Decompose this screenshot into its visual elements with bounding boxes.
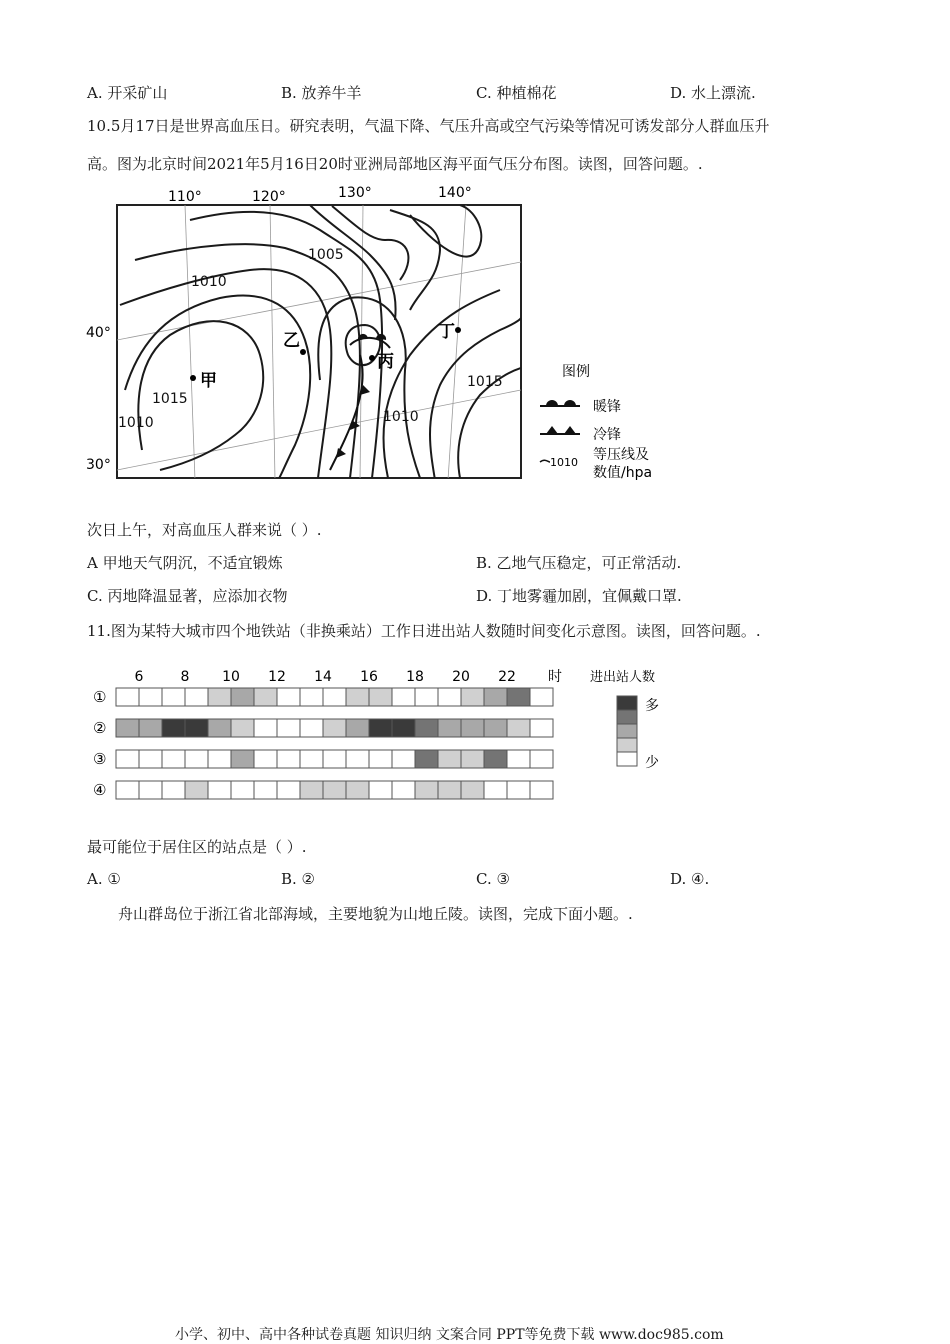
isobar-label-1010-left: 1010 — [118, 415, 154, 431]
q11-option-d: D. ④. — [670, 870, 710, 888]
legend-cold-front-label: 冷锋 — [593, 427, 621, 443]
q10-option-a: A 甲地天气阴沉，不适宜锻炼 — [87, 554, 283, 572]
place-bing: 丙 — [377, 352, 394, 372]
heatmap-cell — [415, 781, 438, 799]
heatmap-cell — [438, 781, 461, 799]
heatmap-cell — [461, 719, 484, 737]
lon-label-110: 110° — [168, 189, 202, 205]
point-ding-marker — [455, 327, 461, 333]
heatmap-cell — [162, 688, 185, 706]
q9-option-d: D. 水上漂流. — [670, 84, 756, 102]
heatmap-cell — [323, 719, 346, 737]
heatmap-cell — [507, 750, 530, 768]
isobar-label-1015-left: 1015 — [152, 391, 188, 407]
place-ding: 丁 — [438, 322, 455, 342]
legend-swatch — [617, 752, 637, 766]
heatmap-cell — [484, 719, 507, 737]
x-tick-label: 18 — [406, 669, 424, 685]
lon-label-130: 130° — [338, 185, 372, 201]
q11-stem: 11.图为某特大城市四个地铁站（非换乘站）工作日进出站人数随时间变化示意图。读图，回答问题。. — [87, 622, 761, 640]
heatmap-cell — [392, 750, 415, 768]
heatmap-cell — [208, 781, 231, 799]
heatmap-cell — [139, 750, 162, 768]
heatmap-cell — [231, 750, 254, 768]
row-label: ④ — [93, 781, 107, 799]
x-tick-label: 14 — [314, 669, 332, 685]
legend-swatch — [617, 710, 637, 724]
heatmap-cell — [208, 719, 231, 737]
heatmap-cell — [300, 750, 323, 768]
row-label: ③ — [93, 750, 107, 768]
heatmap-cell — [461, 781, 484, 799]
heatmap-cell — [461, 750, 484, 768]
legend-swatch — [617, 696, 637, 710]
heatmap-cell — [392, 781, 415, 799]
heatmap-cell — [208, 688, 231, 706]
heatmap-cell — [139, 719, 162, 737]
heatmap-cell — [369, 781, 392, 799]
x-tick-label: 10 — [222, 669, 240, 685]
heatmap-cell — [415, 750, 438, 768]
heatmap-cell — [300, 688, 323, 706]
q11-question: 最可能位于居住区的站点是（ ）. — [87, 838, 307, 856]
heatmap-cell — [530, 781, 553, 799]
heatmap-cell — [231, 688, 254, 706]
heatmap-cell — [277, 719, 300, 737]
heatmap-cell — [346, 781, 369, 799]
q9-option-c: C. 种植棉花 — [476, 84, 557, 102]
heatmap-cell — [530, 750, 553, 768]
q9-option-a: A. 开采矿山 — [87, 84, 168, 102]
heatmap-cell — [277, 781, 300, 799]
heatmap-cell — [162, 750, 185, 768]
q11-option-c: C. ③ — [476, 870, 510, 888]
q10-question: 次日上午，对高血压人群来说（ ）. — [87, 521, 322, 539]
heatmap-cell — [461, 688, 484, 706]
row-label: ② — [93, 719, 107, 737]
heatmap-cell — [185, 781, 208, 799]
heatmap-cell — [139, 688, 162, 706]
heatmap-cell — [116, 781, 139, 799]
heatmap-cell — [438, 688, 461, 706]
heatmap-cell — [438, 719, 461, 737]
lon-label-120: 120° — [252, 189, 286, 205]
heatmap-cell — [208, 750, 231, 768]
heatmap-cell — [300, 781, 323, 799]
heatmap-cell — [116, 688, 139, 706]
q11-option-b: B. ② — [281, 870, 316, 888]
heatmap-cell — [438, 750, 461, 768]
heatmap-cell — [346, 719, 369, 737]
heatmap-cell — [392, 688, 415, 706]
pressure-map-figure — [80, 180, 680, 490]
x-axis-unit: 时 — [548, 669, 562, 685]
legend-swatch — [617, 724, 637, 738]
legend-isobar-line — [540, 460, 550, 462]
heatmap-cell — [323, 781, 346, 799]
isobar-label-1010-center: 1010 — [383, 409, 419, 425]
heatmap-cell — [484, 781, 507, 799]
point-jia-marker — [190, 375, 196, 381]
x-tick-label: 12 — [268, 669, 286, 685]
legend-swatch — [617, 738, 637, 752]
point-yi-marker — [300, 349, 306, 355]
q11-option-a: A. ① — [87, 870, 121, 888]
heatmap-cell — [254, 688, 277, 706]
next-intro: 舟山群岛位于浙江省北部海域，主要地貌为山地丘陵。读图，完成下面小题。. — [118, 905, 633, 923]
heatmap-cell — [254, 719, 277, 737]
lat-label-40: 40° — [86, 325, 111, 341]
heatmap-cell — [530, 719, 553, 737]
q10-stem-line2: 高。图为北京时间2021年5月16日20时亚洲局部地区海平面气压分布图。读图，回答问题。. — [87, 155, 703, 173]
heatmap-cell — [484, 750, 507, 768]
isobar-label-1015-right: 1015 — [467, 374, 503, 390]
heatmap-cell — [507, 781, 530, 799]
x-tick-label: 22 — [498, 669, 516, 685]
heatmap-cell — [369, 750, 392, 768]
legend-isobar-label-1: 等压线及 — [593, 447, 649, 463]
row-label: ① — [93, 688, 107, 706]
x-tick-label: 8 — [180, 669, 190, 685]
isobar-label-1005: 1005 — [308, 247, 344, 263]
q10-option-d: D. 丁地雾霾加剧，宜佩戴口罩. — [476, 587, 682, 605]
legend-cold-front-icon — [546, 426, 576, 434]
legend-warm-front-label: 暖锋 — [593, 399, 621, 415]
heatmap-cell — [507, 719, 530, 737]
heatmap-cell — [323, 750, 346, 768]
x-tick-label: 20 — [452, 669, 470, 685]
heatmap-cell — [346, 688, 369, 706]
heatmap-cell — [185, 688, 208, 706]
heatmap-cell — [185, 750, 208, 768]
heatmap-cell — [346, 750, 369, 768]
heatmap-cell — [162, 781, 185, 799]
heatmap-cell — [231, 781, 254, 799]
heatmap-cell — [369, 719, 392, 737]
heatmap-cell — [392, 719, 415, 737]
heatmap-cell — [484, 688, 507, 706]
heatmap-cell — [254, 750, 277, 768]
footer-ad: 小学、初中、高中各种试卷真题 知识归纳 文案合同 PPT等免费下载 www.doc985.com — [175, 1327, 724, 1343]
q10-option-b: B. 乙地气压稳定，可正常活动. — [476, 554, 682, 572]
place-yi: 乙 — [283, 331, 300, 351]
heatmap-cell — [277, 688, 300, 706]
legend-title: 进出站人数 — [590, 670, 656, 685]
legend-low-label: 少 — [645, 755, 659, 771]
heatmap-cell — [231, 719, 254, 737]
x-tick-label: 6 — [134, 669, 144, 685]
q9-option-b: B. 放养牛羊 — [281, 84, 362, 102]
heatmap-cell — [530, 688, 553, 706]
heatmap-cell — [139, 781, 162, 799]
legend-isobar-label-2: 数值/hpa — [593, 465, 653, 481]
legend-high-label: 多 — [645, 698, 659, 714]
heatmap-cell — [162, 719, 185, 737]
heatmap-cell — [277, 750, 300, 768]
heatmap-cell — [507, 688, 530, 706]
heatmap-cell — [254, 781, 277, 799]
legend-title: 图例 — [562, 364, 590, 380]
lon-label-140: 140° — [438, 185, 472, 201]
legend-isobar-sample: 1010 — [550, 456, 578, 469]
heatmap-cell — [116, 750, 139, 768]
point-bing-marker — [369, 355, 375, 361]
heatmap-cell — [415, 688, 438, 706]
heatmap-cell — [369, 688, 392, 706]
x-tick-label: 16 — [360, 669, 378, 685]
lat-label-30: 30° — [86, 457, 111, 473]
heatmap-cell — [415, 719, 438, 737]
q10-option-c: C. 丙地降温显著，应添加衣物 — [87, 587, 288, 605]
place-jia: 甲 — [200, 371, 217, 391]
isobar-label-1010-top: 1010 — [191, 274, 227, 290]
heatmap-cell — [300, 719, 323, 737]
subway-flow-heatmap — [85, 660, 685, 810]
heatmap-cell — [323, 688, 346, 706]
heatmap-cell — [116, 719, 139, 737]
heatmap-cell — [185, 719, 208, 737]
q10-stem-line1: 10.5月17日是世界高血压日。研究表明，气温下降、气压升高或空气污染等情况可诱发部分人群血压升 — [87, 117, 770, 135]
